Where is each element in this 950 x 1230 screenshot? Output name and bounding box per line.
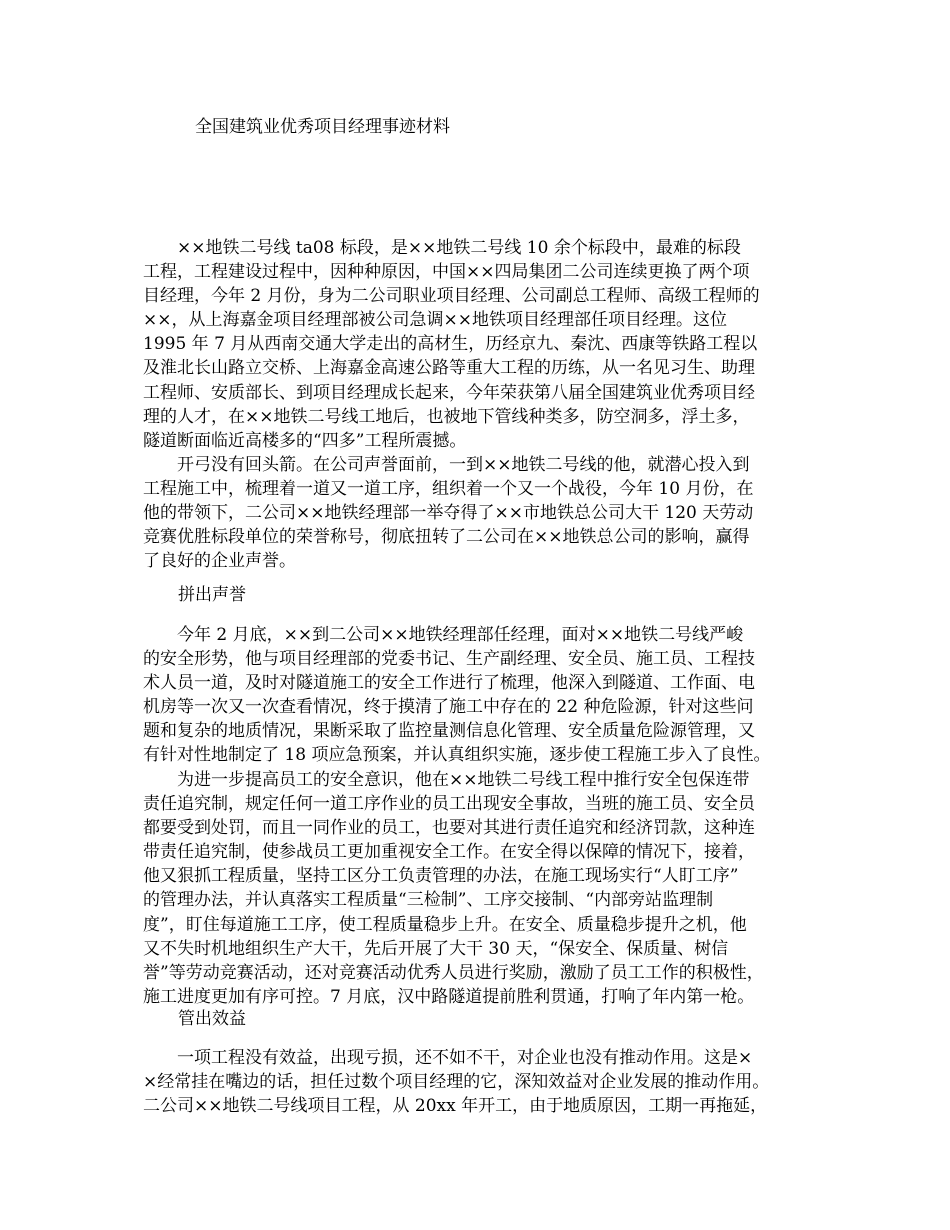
text-line: 度”，盯住每道施工工序，使工程质量稳步上升。在安全、质量稳步提升之机，他 [143,914,747,935]
text-line: 工程，工程建设过程中，因种种原因，中国××四局集团二公司连续更换了两个项 [143,262,750,283]
text-line: 的管理办法，并认真落实工程质量“三检制”、工序交接制、“内部旁站监理制 [143,890,714,911]
section-heading-benefit: 管出效益 [178,1009,246,1029]
text-line: 都要受到处罚，而且一同作业的员工，也要对其进行责任追究和经济罚款，这种连 [143,818,755,839]
document-title: 全国建筑业优秀项目经理事迹材料 [195,117,450,137]
text-line: 的安全形势，他与项目经理部的党委书记、生产副经理、安全员、施工员、工程技 [143,649,755,670]
text-line: ××地铁二号线 ta08 标段，是××地铁二号线 10 余个标段中，最难的标段 [143,238,741,258]
text-line: 工程施工中，梳理着一道又一道工序，组织着一个又一个战役，今年 10 月份，在 [143,479,754,500]
text-line: 带责任追究制，使参战员工更加重视安全工作。在安全得以保障的情况下，接着， [143,842,755,863]
section-heading-reputation: 拼出声誉 [178,585,246,605]
text-line: ×经常挂在嘴边的话，担任过数个项目经理的它，深知效益对企业发展的推动作用。 [143,1072,770,1093]
text-line: 又不失时机地组织生产大干，先后开展了大干 30 天，“保安全、保质量、树信 [143,938,729,959]
text-line: 机房等一次又一次查看情况，终于摸清了施工中存在的 22 种危险源，针对这些问 [143,697,754,718]
text-line: 隧道断面临近高楼多的“四多”工程所震撼。 [143,430,467,451]
text-line: 誉”等劳动竞赛活动，还对竞赛活动优秀人员进行奖励，激励了员工工作的积极性， [143,962,764,983]
paragraph-3 [143,623,823,768]
paragraph-2 [143,453,823,573]
text-line: 术人员一道，及时对隧道施工的安全工作进行了梳理，他深入到隧道、工作面、电 [143,673,755,694]
paragraph-5 [143,1046,823,1118]
text-line: 他又狠抓工程质量，坚持工区分工负责管理的办法，在施工现场实行“人盯工序” [143,866,739,887]
text-line: 竞赛优胜标段单位的荣誉称号，彻底扭转了二公司在××地铁总公司的影响，赢得 [143,527,750,548]
text-line: 为进一步提高员工的安全意识，他在××地铁二号线工程中推行安全包保连带 [143,770,750,790]
text-line: 工程师、安质部长、到项目经理成长起来，今年荣获第八届全国建筑业优秀项目经 [143,382,755,403]
text-line: 了良好的企业声誉。 [143,551,296,572]
text-line: 理的人才，在××地铁二号线工地后，也被地下管线种类多，防空洞多，浮土多， [143,406,750,427]
paragraph-1 [143,236,823,453]
text-line: 今年 2 月底，××到二公司××地铁经理部任经理，面对××地铁二号线严峻 [143,625,744,645]
text-line: ××，从上海嘉金项目经理部被公司急调××地铁项目经理部任项目经理。这位 [143,310,727,331]
text-line: 责任追究制，规定任何一道工序作业的员工出现安全事故，当班的施工员、安全员 [143,794,755,815]
paragraph-4 [143,768,823,1009]
text-line: 一项工程没有效益，出现亏损，还不如不干，对企业也没有推动作用。这是× [143,1048,753,1068]
text-line: 1995 年 7 月从西南交通大学走出的高材生，历经京九、秦沈、西康等铁路工程以 [143,334,758,355]
text-line: 二公司××地铁二号线项目工程，从 20xx 年开工，由于地质原因，工期一再拖延， [143,1096,768,1117]
text-line: 有针对性地制定了 18 项应急预案，并认真组织实施，逐步使工程施工步入了良性。 [143,745,771,766]
text-line: 题和复杂的地质情况，果断采取了监控量测信息化管理、安全质量危险源管理，又 [143,721,755,742]
text-line: 目经理，今年 2 月份，身为二公司职业项目经理、公司副总工程师、高级工程师的 [143,286,760,307]
text-line: 他的带领下，二公司××地铁经理部一举夺得了××市地铁总公司大干 120 天劳动 [143,503,754,524]
text-line: 开弓没有回头箭。在公司声誉面前，一到××地铁二号线的他，就潜心投入到 [143,455,750,475]
text-line: 及淮北长山路立交桥、上海嘉金高速公路等重大工程的历练，从一名见习生、助理 [143,358,755,379]
text-line: 施工进度更加有序可控。7 月底，汉中路隧道提前胜利贯通，打响了年内第一枪。 [143,986,755,1007]
